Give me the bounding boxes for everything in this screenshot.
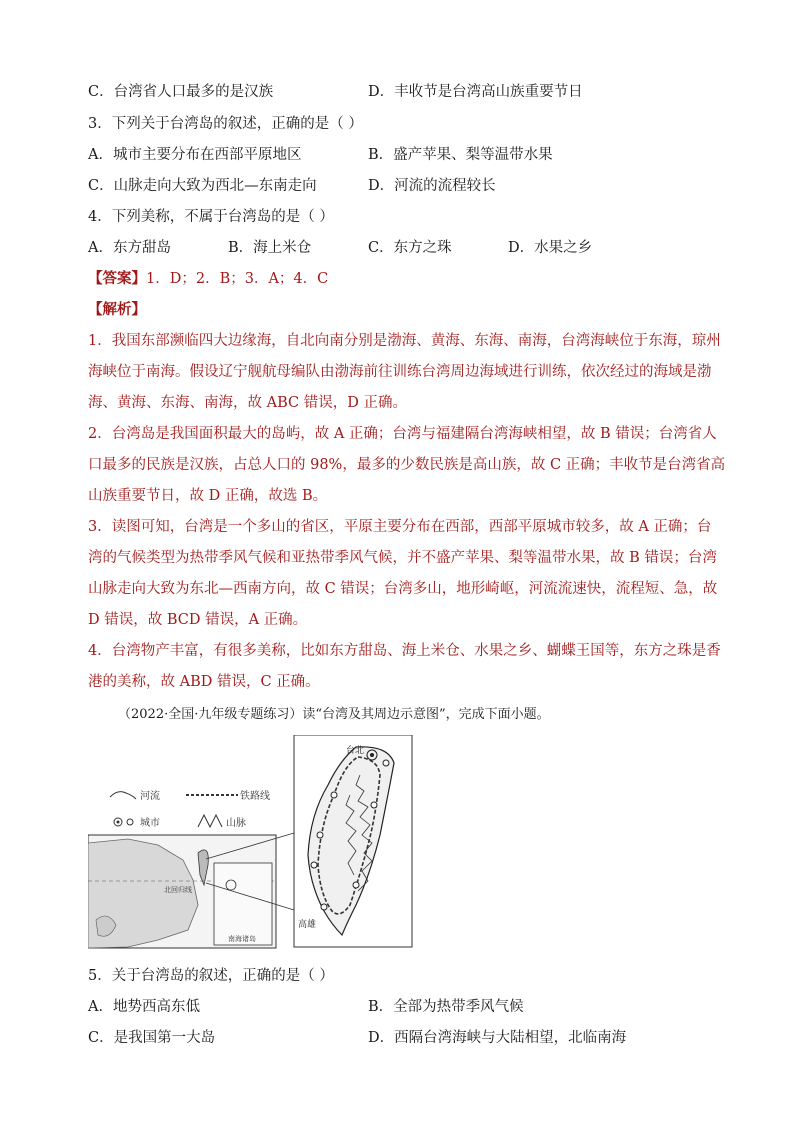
analysis-line: 口最多的民族是汉族，占总人口的 98%，最多的少数民族是高山族，故 C 正确；丰收节是台湾省高 [88, 457, 726, 473]
analysis-line: 3．读图可知，台湾是一个多山的省区，平原主要分布在西部，西部平原城市较多，故 A 正确；台 [88, 519, 712, 535]
analysis-line: 山脉走向大致为东北—西南方向，故 C 错误；台湾多山，地形崎岖，河流流速快，流程短、急，故 [88, 581, 718, 597]
answer-line [88, 269, 328, 289]
city-gaoxiong-icon [321, 904, 327, 910]
q2-option-c: C．台湾省人口最多的是汉族 [88, 84, 274, 100]
taibei-label: 台北 [346, 746, 365, 756]
q4-option-c: C．东方之珠 [368, 240, 452, 256]
legend-river-label: 河流 [140, 791, 160, 802]
analysis-line: 湾的气候类型为热带季风气候和亚热带季风气候，并不盛产苹果、梨等温带水果，故 B 错误；台湾 [88, 550, 717, 566]
q3-option-b: B．盛产苹果、梨等温带水果 [368, 147, 553, 163]
q5-option-d: D．西隔台湾海峡与大陆相望，北临南海 [368, 1030, 627, 1046]
legend-rail-label: 铁路线 [240, 791, 270, 802]
q3-stem: 3．下列关于台湾岛的叙述，正确的是（ ） [88, 116, 363, 132]
answer-text: 1．D；2．B；3．A；4．C [146, 271, 329, 287]
material-intro: （2022·全国·九年级专题练习）读“台湾及其周边示意图”，完成下面小题。 [118, 707, 550, 722]
q3-option-c: C．山脉走向大致为西北—东南走向 [88, 178, 317, 194]
tropic-label: 北回归线 [164, 886, 192, 894]
south-sea-inset [214, 863, 272, 945]
answer-label: 【答案】 [88, 270, 146, 287]
q4-stem: 4．下列美称，不属于台湾岛的是（ ） [88, 209, 334, 225]
legend-mountain-label: 山脉 [226, 818, 246, 829]
q2-option-d: D．丰收节是台湾高山族重要节日 [368, 84, 583, 100]
gaoxiong-label: 高雄 [298, 920, 317, 930]
river-legend-icon [110, 792, 136, 799]
analysis-line: 港的美称，故 ABD 错误，C 正确。 [88, 674, 320, 690]
q5-option-c: C．是我国第一大岛 [88, 1030, 216, 1046]
q5-option-b: B．全部为热带季风气候 [368, 999, 524, 1015]
analysis-line: 2．台湾岛是我国面积最大的岛屿，故 A 正确；台湾与福建隔台湾海峡相望，故 B 错误；台湾省人 [88, 426, 717, 442]
mountain-legend-icon [198, 815, 222, 827]
legend-city-label: 城市 [140, 818, 160, 829]
analysis-label: 【解析】 [88, 301, 146, 318]
south-sea-label: 南海诸岛 [228, 935, 256, 943]
q5-stem: 5．关于台湾岛的叙述，正确的是（ ） [88, 968, 334, 984]
analysis-line: 海、黄海、东海、南海，故 ABC 错误，D 正确。 [88, 395, 407, 411]
q4-option-a: A．东方甜岛 [88, 240, 171, 256]
analysis-line: 4．台湾物产丰富，有很多美称，比如东方甜岛、海上米仓、水果之乡、蝴蝶王国等，东方之珠是香 [88, 643, 721, 659]
q3-option-d: D．河流的流程较长 [368, 178, 496, 194]
analysis-line: 1．我国东部濒临四大边缘海，自北向南分别是渤海、黄海、东海、南海，台湾海峡位于东海，琼州 [88, 333, 721, 349]
taiwan-map-figure [88, 735, 428, 950]
analysis-line: D 错误，故 BCD 错误，A 正确。 [88, 612, 308, 628]
taiwan-map [88, 735, 428, 950]
q4-option-b: B．海上米仓 [228, 240, 312, 256]
q3-option-a: A．城市主要分布在西部平原地区 [88, 147, 302, 163]
analysis-line: 山族重要节日，故 D 正确，故选 B。 [88, 488, 328, 504]
q5-option-a: A．地势西高东低 [88, 999, 200, 1015]
analysis-line: 海峡位于南海。假设辽宁舰航母编队由渤海前往训练台湾周边海域进行训练，依次经过的海域是渤 [88, 364, 712, 380]
q4-option-d: D．水果之乡 [508, 240, 593, 256]
